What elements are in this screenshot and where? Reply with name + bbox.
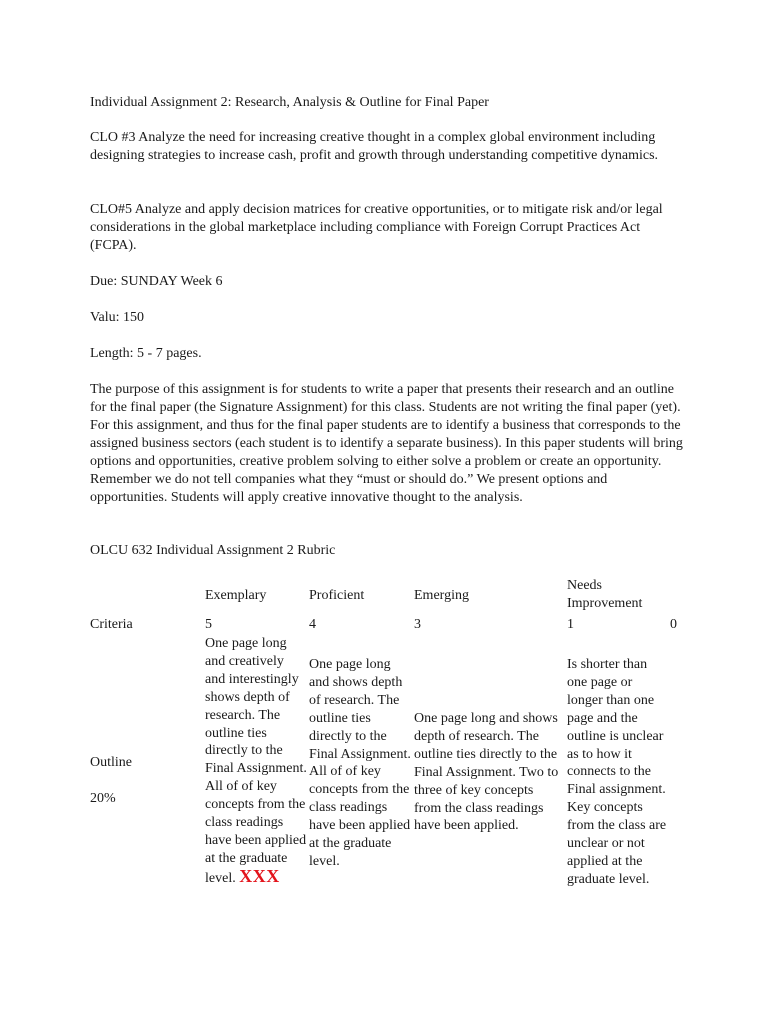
- rubric-title: OLCU 632 Individual Assignment 2 Rubric: [90, 543, 336, 558]
- cell-proficient: One page long and shows depth of research. The outline ties directly to the Final Assignment. All of of key concepts from the class readings have been applied at the graduate level.: [309, 657, 411, 869]
- criteria-label: Criteria: [90, 617, 133, 632]
- clo5-paragraph: CLO#5 Analyze and apply decision matrices for creative opportunities, or to mitigate risk and/or legal considerations in the global marketplace including compliance with Foreign Corrupt Practices Act (FCPA).: [90, 202, 663, 253]
- score-zero: 0: [670, 617, 677, 632]
- cell-needs-improvement: Is shorter than one page or longer than one page and the outline is unclear as to how it connects to the Final assignment. Key concepts from the class are unclear or not applied at the graduate level.: [567, 657, 667, 887]
- purpose-paragraph: The purpose of this assignment is for students to write a paper that presents their research and an outline for the final paper (the Signature Assignment) for this class. Students are not writing the final paper (yet). For this assignment, and thus for the final paper students are to identify a business that corresponds to the assigned business sectors (each student is to identify a separate business). In this paper students will bring options and opportunities, creative problem solving to either solve a problem or create an opportunity. Remember we do not tell companies what they “must or should do.” We present options and opportunities. Students will apply creative innovative thought to the analysis.: [90, 382, 683, 505]
- length-requirement: Length: 5 - 7 pages.: [90, 346, 202, 361]
- header-proficient: Proficient: [309, 588, 365, 603]
- cell-emerging: One page long and shows depth of research. The outline ties directly to the Final Assignment. Two to three of key concepts from the class readings have been applied.: [414, 711, 559, 834]
- header-needs-improvement: Needs Improvement: [567, 578, 643, 611]
- row-outline-label: Outline: [90, 755, 132, 770]
- score-emerging: 3: [414, 617, 421, 632]
- score-exemplary: 5: [205, 617, 212, 632]
- document-title: Individual Assignment 2: Research, Analysis & Outline for Final Paper: [90, 95, 489, 110]
- row-outline-weight: 20%: [90, 791, 116, 806]
- grader-mark: XXX: [239, 865, 280, 886]
- header-exemplary: Exemplary: [205, 588, 267, 603]
- cell-exemplary-text: One page long and creatively and interestingly shows depth of research. The outline ties directly to the Final Assignment. All of of key concepts from the class readings have been applied at the graduate level.: [205, 636, 307, 886]
- cell-exemplary: [205, 635, 307, 888]
- score-proficient: 4: [309, 617, 316, 632]
- value-points: Valu: 150: [90, 310, 145, 325]
- due-date: Due: SUNDAY Week 6: [90, 274, 223, 289]
- score-needs-improvement: 1: [567, 617, 574, 632]
- clo3-paragraph: CLO #3 Analyze the need for increasing creative thought in a complex global environment including designing strategies to increase cash, profit and growth through understanding competitive dynamics.: [90, 130, 659, 163]
- header-emerging: Emerging: [414, 588, 469, 603]
